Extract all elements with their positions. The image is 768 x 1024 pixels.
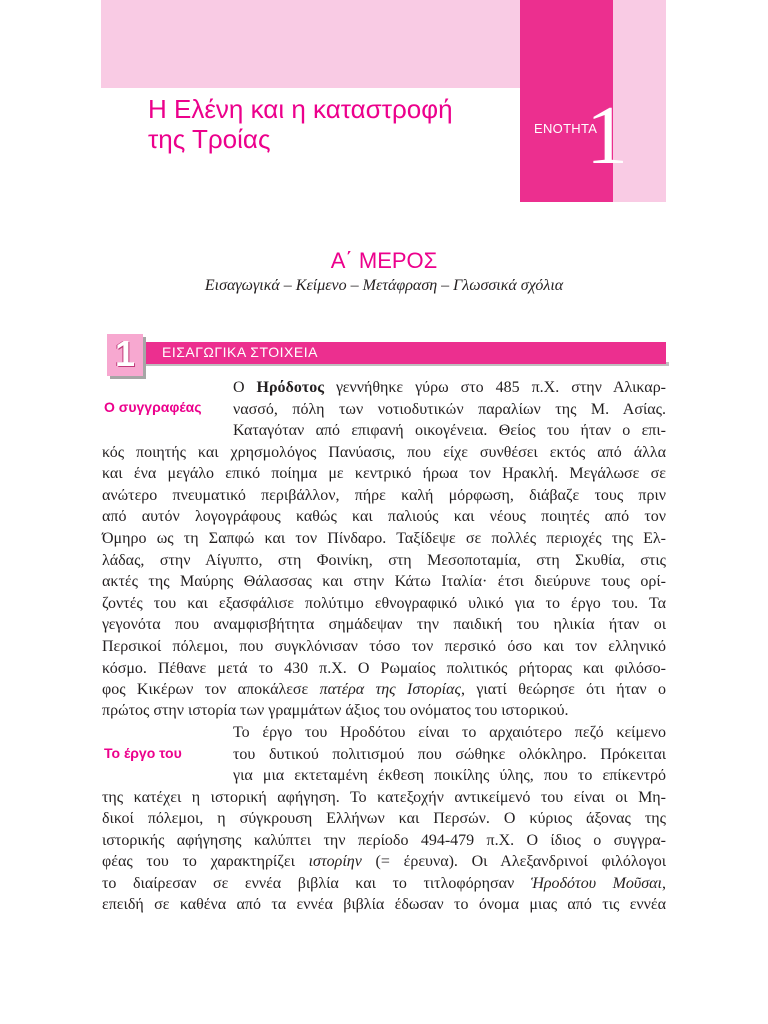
text-line: της κατέχει η ιστορική αφήγηση. Το κατεξοχήν αντικείμενό του είναι οι Μη- [102, 789, 666, 806]
text-line: ακτές της Μαύρης Θάλασσας και στην Κάτω Ιταλία· έτσι διεύρυνε τους ορί- [102, 573, 666, 590]
text-line: από αυτόν λογογράφους καθώς και παλιούς και νέους ποιητές από τον [102, 508, 666, 525]
text-line: ζοντές του και εξασφάλισε πολύτιμο εθνογραφικό υλικό για το έργο του. Τα [102, 595, 666, 612]
part-subtitle: Εισαγωγικά – Κείμενο – Μετάφραση – Γλωσσικά σχόλια [204, 277, 564, 294]
section-number-badge [107, 334, 143, 376]
text-line: του δυτικού πολιτισμού που σώθηκε ολόκληρο. Πρόκειται [233, 746, 666, 763]
part-title: Α΄ ΜΕΡΟΣ [330, 248, 438, 273]
unit-label: ΕΝΟΤΗΤΑ [534, 121, 598, 136]
text-line: νασσό, πόλη των νοτιοδυτικών παραλίων της Μ. Ασίας. [233, 401, 666, 418]
text-line: Καταγόταν από επιφανή οικογένεια. Θείος του ήταν ο επι- [233, 422, 666, 439]
text-line: λάδας, στην Αίγυπτο, στη Φοινίκη, στη Μεσοποταμία, στη Σκυθία, στις [102, 552, 666, 569]
text-line: επειδή σε καθένα από τα εννέα βιβλία έδωσαν το όνομα μιας από τις εννέα [102, 896, 666, 913]
text-line: Το έργο του Ηροδότου είναι το αρχαιότερο πεζό κείμενο [233, 724, 666, 741]
text-line: το διαίρεσαν σε εννέα βιβλία και το τιτλοφόρησαν Ἡροδότου Μοῦσαι, [102, 875, 666, 892]
emphasis: ιστορίην [308, 853, 362, 870]
text-line: πρώτος στην ιστορία των γραμμάτων άξιος του ονόματος του ιστορικού. [102, 702, 569, 719]
text-line: φος Κικέρων τον αποκάλεσε πατέρα της Ιστορίας, γιατί θεώρησε ότι ήταν ο [102, 681, 667, 698]
text-line: Ο Ηρόδοτος γεννήθηκε γύρω στο 485 π.Χ. στην Αλικαρ- [233, 379, 667, 396]
chapter-title [148, 94, 518, 154]
text-line: κός ποιητής και χρησμολόγος Πανύασις, που είχε συνθέσει εκτός από άλλα [102, 444, 666, 461]
emphasis: πατέρα της Ιστορίας [319, 681, 461, 698]
unit-number: 1 [586, 89, 628, 182]
author-name: Ηρόδοτος [256, 379, 324, 396]
text-line: δικοί πόλεμοι, η σύγκρουση Ελλήνων και Περσών. Ο κύριος άξονας της [102, 810, 666, 827]
text-line: φέας του το χαρακτηρίζει ιστορίην (= έρευνα). Οι Αλεξανδρινοί φιλόλογοι [102, 853, 667, 870]
section-number: 1 [114, 333, 136, 374]
text-line: για μια εκτεταμένη έκθεση ποικίλης ύλης, που το επίκεντρό [233, 767, 666, 784]
text-line: κόσμο. Πέθανε μετά το 430 π.Χ. Ο Ρωμαίος πολιτικός ρήτορας και φιλόσο- [102, 660, 666, 677]
text-line: Όμηρο ως τη Σαπφώ και τον Πίνδαρο. Ταξίδεψε σε πολλές περιοχές της Ελ- [102, 530, 666, 547]
chapter-title-line-1: Η Ελένη και η καταστροφή [148, 94, 453, 124]
side-label-author: Ο συγγραφέας [104, 399, 202, 415]
emphasis: Ἡροδότου Μοῦσαι [530, 875, 662, 892]
chapter-title-line-2: της Τροίας [148, 124, 271, 154]
text-line: ιστορικής αφήγησης καλύπτει την περίοδο 494-479 π.Χ. Ο ίδιος ο συγγρα- [102, 832, 666, 849]
text-line: Περσικοί πόλεμοι, που συγκλόνισαν τόσο τον περσικό όσο και τον ελληνικό [102, 638, 666, 655]
text-line: γεγονότα που αναμφισβήτητα σημάδεψαν την παιδική του ηλικία ήταν οι [102, 616, 666, 633]
section-title: ΕΙΣΑΓΩΓΙΚΑ ΣΤΟΙΧΕΙΑ [162, 344, 318, 360]
side-label-work: Το έργο του [104, 745, 182, 761]
text-line: ανώτερο πνευματικό περιβάλλον, πήρε καλή μόρφωση, διάβαζε τους πριν [102, 487, 666, 504]
text-line: και ένα μεγάλο επικό ποίημα με κεντρικό ήρωα τον Ηρακλή. Μεγάλωσε σε [102, 465, 666, 482]
